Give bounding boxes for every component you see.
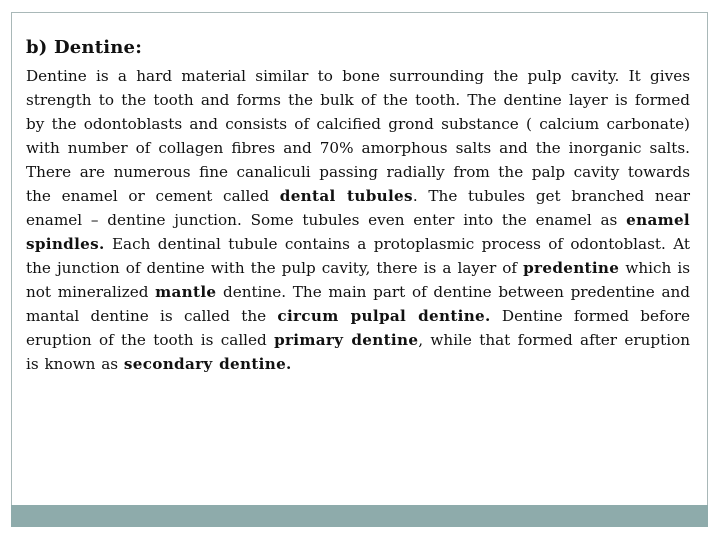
- text-segment: Dentine is a hard material similar to bone surrounding the pulp cavity. It gives strength to the tooth and forms the bulk of the tooth. The dentine layer is formed by the odontoblasts and consists of calcified grond substance ( calcium carbonate) with number of collagen fibres and 70% amorphous salts and the inorganic salts. There are numerous fine canaliculi passing radially from the palp cavity towards the enamel or cement called: [26, 67, 690, 205]
- body-paragraph: [26, 64, 690, 376]
- term-dental-tubules: dental tubules: [279, 187, 413, 205]
- text-segment: dentine. The main part of dentine between predentine and mantal dentine is called the: [26, 283, 690, 325]
- term-predentine: predentine: [523, 259, 620, 277]
- term-circum-pulpal-dentine: circum pulpal dentine.: [277, 307, 491, 325]
- text-segment: Dentine formed before eruption of the tooth is called: [26, 307, 690, 349]
- term-mantle: mantle: [155, 283, 217, 301]
- section-heading: b) Dentine:: [26, 37, 143, 58]
- footer-bar: [11, 505, 708, 527]
- term-enamel-spindles: enamel spindles.: [26, 211, 690, 253]
- text-segment: , while that formed after eruption is known as: [26, 331, 690, 373]
- term-primary-dentine: primary dentine: [274, 331, 419, 349]
- slide-content: [26, 36, 690, 376]
- text-segment: Each dentinal tubule contains a protoplasmic process of odontoblast. At the junction of dentine with the pulp cavity, there is a layer of: [26, 235, 690, 277]
- text-segment: which is not mineralized: [26, 259, 690, 301]
- text-segment: . The tubules get branched near enamel – dentine junction. Some tubules even enter into the enamel as: [26, 187, 691, 229]
- term-secondary-dentine: secondary dentine.: [123, 355, 292, 373]
